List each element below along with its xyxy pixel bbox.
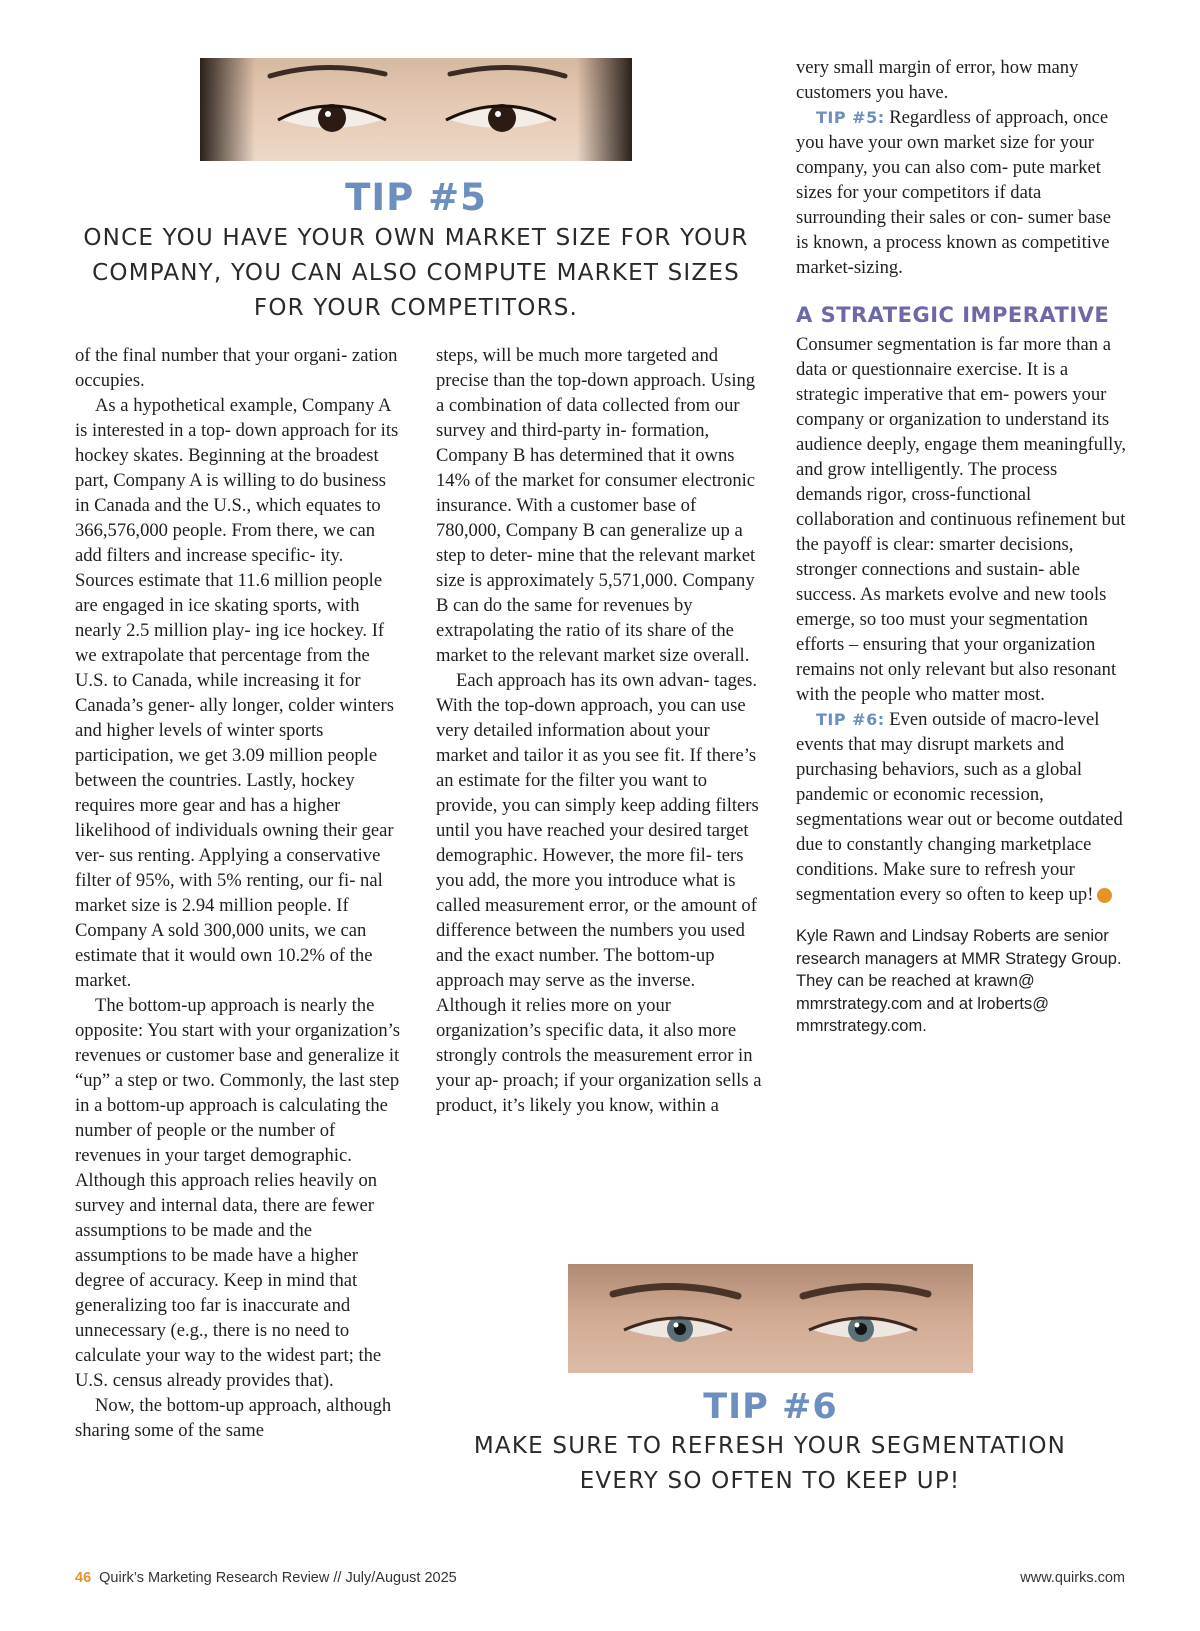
woman-eyes-photo — [200, 58, 632, 161]
page-number: 46 — [75, 1570, 92, 1586]
tip6-subheading — [460, 1429, 1080, 1499]
tip6-subheading-line: EVERY SO OFTEN TO KEEP UP! — [579, 1468, 961, 1494]
tip5-subheading-line: COMPANY, YOU CAN ALSO COMPUTE MARKET SIZES — [92, 260, 740, 286]
tip6-inline-label: TIP #6: — [816, 710, 885, 729]
footer-left — [75, 1570, 457, 1586]
tip6-heading: TIP #6 — [703, 1387, 838, 1427]
tip5-subheading — [60, 221, 772, 326]
section-heading: A STRATEGIC IMPERATIVE — [796, 303, 1110, 327]
paragraph — [796, 707, 1128, 907]
tip5-inline-text: Regardless of approach, once you have your own market size for your company, you can also com- pute market sizes for your competitors if data surrounding their sales or con- sumer base is known, a process known as competitive market-sizing. — [796, 107, 1111, 278]
paragraph: Each approach has its own advan- tages. With the top-down approach, you can use very detailed information about your market and tailor it as you see fit. If there’s an estimate for the filter you want to provide, you can simply keep adding filters until you have reached your desired target demographic. However, the more fil- ters you add, the more you introduce what is called measurement error, or the amount of difference between the numbers you used and the exact number. The bottom-up approach may serve as the inverse. Although it relies more on your organization’s specific data, it also more strongly controls the measurement error in your ap- proach; if your organization sells a product, it’s likely you know, within a — [436, 670, 762, 1116]
footer-website[interactable]: www.quirks.com — [1020, 1570, 1125, 1586]
paragraph: As a hypothetical example, Company A is interested in a top- down approach for its hockey skates. Beginning at the broadest part, Company A is willing to do business in Canada and the U.S., which equates to 366,576,000 people. From there, we can add filters and increase specific- ity. Sources estimate that 11.6 million people are engaged in ice skating sports, with nearly 2.5 million play- ing ice hockey. If we extrapolate that percentage from the U.S. to Canada, while increasing it for Canada’s gener- ally longer, colder winters and higher levels of winter sports participation, we get 3.09 million people between the countries. Lastly, hockey requires more gear and has a higher likelihood of individuals owning their gear ver- sus renting. Applying a conservative filter of 95%, with 5% renting, our fi- nal market size is 2.94 million people. If Company A sold 300,000 units, we can estimate that it would own 10.2% of the market. — [75, 395, 399, 991]
paragraph: Now, the bottom-up approach, although sharing some of the same — [75, 1395, 392, 1441]
end-mark-icon: Q — [1097, 888, 1112, 903]
paragraph — [796, 105, 1128, 280]
paragraph: steps, will be much more targeted and precise than the top-down approach. Using a combination of data collected from our survey and third-party in- formation, Company B has determined that it owns 14% of the market for consumer electronic insurance. With a customer base of 780,000, Company B can generalize up a step to deter- mine that the relevant market size is approximately 5,571,000. Company B can do the same for revenues by extrapolating the ratio of its share of the market to the relevant market size overall. — [436, 345, 756, 666]
article-column-3 — [796, 55, 1128, 1038]
tip5-subheading-line: ONCE YOU HAVE YOUR OWN MARKET SIZE FOR YOUR — [83, 225, 749, 251]
author-bio: Kyle Rawn and Lindsay Roberts are senior research managers at MMR Strategy Group. They can be reached at krawn@ mmrstrategy.com and at lroberts@ mmrstrategy.com. — [796, 927, 1122, 1035]
paragraph: The bottom-up approach is nearly the opposite: You start with your organization’s revenues or customer base and generalize it “up” a step or two. Commonly, the last step in a bottom-up approach is calculating the number of people or the number of revenues in your target demographic. Although this approach relies heavily on survey and internal data, there are fewer assumptions to be made and the assumptions to be made have a higher degree of accuracy. Keep in mind that generalizing too far is inaccurate and unnecessary (e.g., there is no need to calculate your way to the widest part; the U.S. census already provides that). — [75, 995, 401, 1391]
tip5-subheading-line: FOR YOUR COMPETITORS. — [253, 295, 579, 321]
tip6-inline-text: Even outside of macro-level events that may disrupt markets and purchasing behaviors, such as a global pandemic or economic recession, segmentations wear out or become outdated due to constantly changing marketplace conditions. Make sure to refresh your segmentation every so often to keep up! — [796, 709, 1123, 905]
tip5-inline-label: TIP #5: — [816, 108, 885, 127]
paragraph: very small margin of error, how many customers you have. — [796, 57, 1079, 103]
tip5-heading: TIP #5 — [345, 176, 487, 219]
man-eyes-photo — [568, 1264, 973, 1373]
article-column-2 — [436, 343, 764, 1118]
tip6-subheading-line: MAKE SURE TO REFRESH YOUR SEGMENTATION — [473, 1433, 1067, 1459]
publication-name: Quirk’s Marketing Research Review // July/August 2025 — [99, 1570, 457, 1586]
paragraph: Consumer segmentation is far more than a data or questionnaire exercise. It is a strategic imperative that em- powers your company or organization to understand its audience deeply, engage them meaningfully, and grow intelligently. The process demands rigor, cross-functional collaboration and continuous refinement but the payoff is clear: smarter decisions, stronger connections and sustain- able success. As markets evolve and new tools emerge, so too must your segmentation efforts – ensuring that your organization remains not only relevant but also resonant with the people who matter most. — [796, 334, 1127, 705]
article-column-1 — [75, 343, 403, 1443]
paragraph: of the final number that your organi- zation occupies. — [75, 345, 398, 391]
